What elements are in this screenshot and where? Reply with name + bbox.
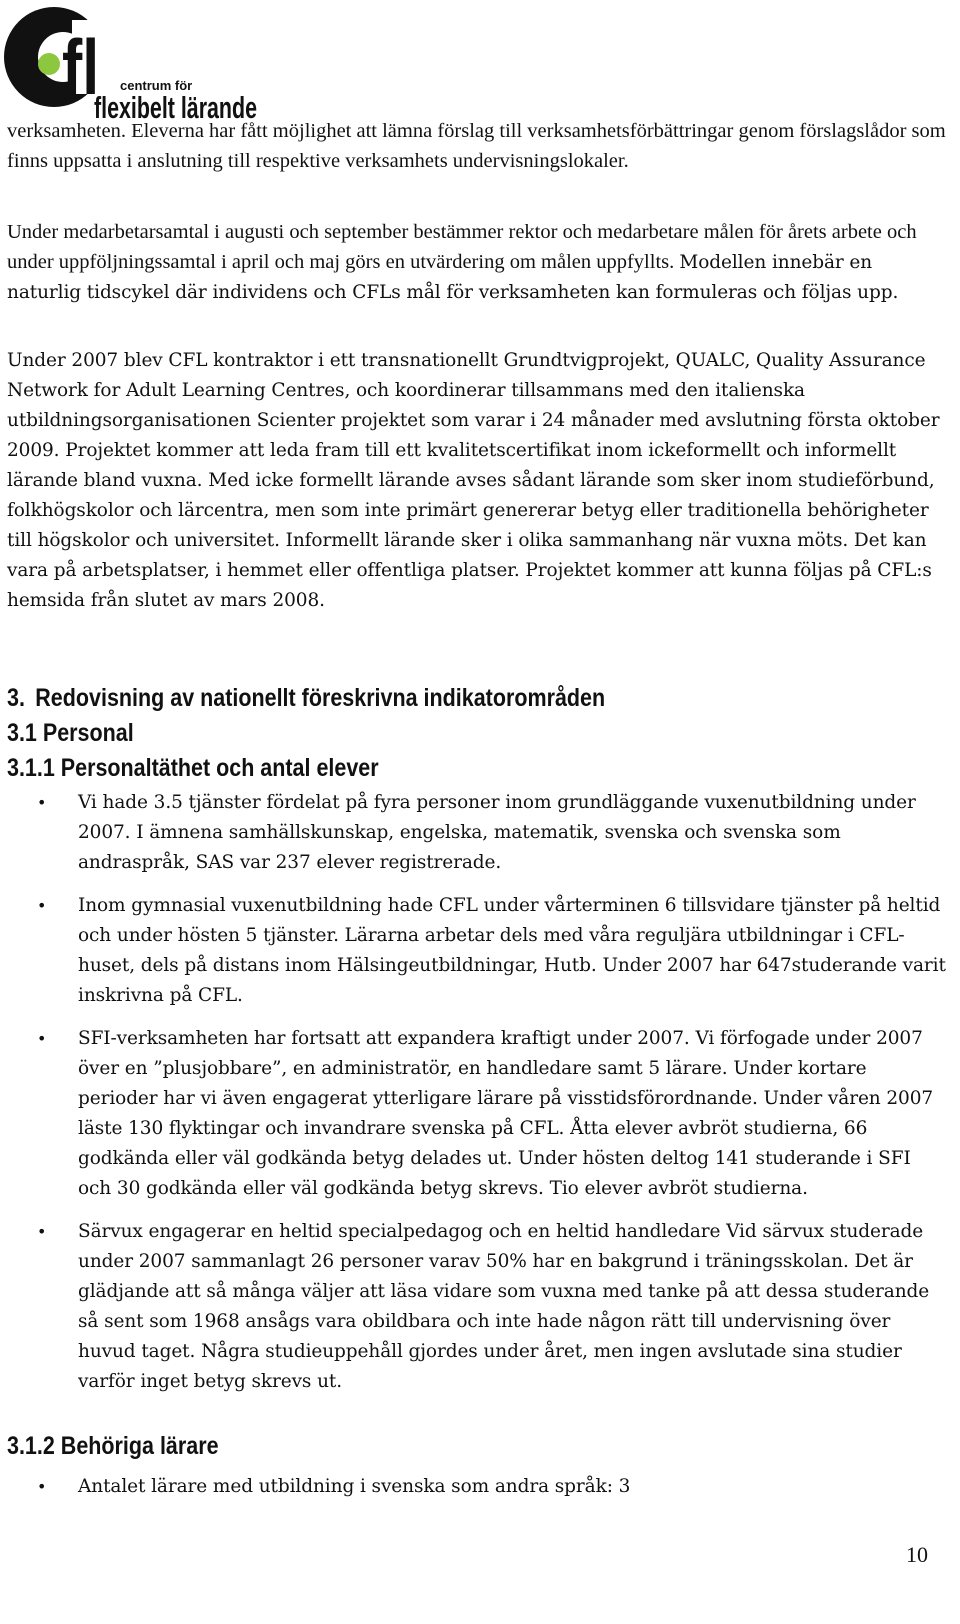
logo-fl-letters: fl	[61, 23, 100, 111]
heading-section-3-number: 3.	[7, 684, 25, 712]
heading-personaltathet: 3.1.1 Personaltäthet och antal elever	[7, 754, 379, 782]
list-item: • Antalet lärare med utbildning i svenska som andra språk: 3	[0, 1472, 946, 1502]
list-item: • Vi hade 3.5 tjänster fördelat på fyra personer inom grundläggande vuxenutbildning under 2007. I ämnena samhällskunskap, engelska, matematik, svenska och svenska som andraspråk, SAS var 237 elever registrerade.	[0, 788, 946, 878]
bullet-list-personaltathet	[0, 788, 946, 1397]
paragraph-medarbetarsamtal-text: Under medarbetarsamtal i augusti och september bestämmer rektor och medarbetare målen för årets arbete och under uppföljningssamtal i april och maj görs en utvärdering om målen uppfyllts.	[7, 221, 917, 273]
logo-tagline-small: centrum för	[120, 78, 193, 93]
paragraph-modellen-text: Modellen innebär en naturlig tidscykel där individens och CFLs mål för verksamheten kan formuleras och följas upp.	[7, 251, 899, 303]
list-item: • SFI-verksamheten har fortsatt att expandera kraftigt under 2007. Vi förfogade under 2007 över en ”plusjobbare”, en administratör, en handledare samt 5 lärare. Under kortare perioder har vi även engagerat ytterligare lärare på visstidsförordnande. Under våren 2007 läste 130 flyktingar och invandrare svenska på CFL. Åtta elever avbröt studierna, 66 godkända eller väl godkända betyg delades ut. Under hösten deltog 141 studerande i SFI och 30 godkända eller väl godkända betyg skrevs. Tio elever avbröt studierna.	[0, 1024, 946, 1204]
paragraph-medarbetarsamtal	[7, 218, 950, 308]
list-item: • Inom gymnasial vuxenutbildning hade CFL under vårterminen 6 tillsvidare tjänster på heltid och under hösten 5 tjänster. Lärarna arbetar dels med våra reguljära utbildningar i CFL-huset, dels på distans inom Hälsingeutbildningar, Hutb. Under 2007 har 647studerande varit inskrivna på CFL.	[0, 891, 946, 1011]
list-item: • Särvux engagerar en heltid specialpedagog och en heltid handledare Vid särvux studerade under 2007 sammanlagt 26 personer varav 50% har en bakgrund i träningsskolan. Det är glädjande att så många väljer att läsa vidare som vuxna med tanke på att dessa studerande så sent som 1968 ansågs vara obildbara och inte hade någon rätt till undervisning över huvud taget. Några studieuppehåll gjordes under året, men ingen avslutade sina studier varför inget betyg skrevs ut.	[0, 1217, 946, 1397]
paragraph-grundtvigprojekt: Under 2007 blev CFL kontraktor i ett transnationellt Grundtvigprojekt, QUALC, Quality Assurance Network for Adult Learning Centres, och koordinerar tillsammans med den italienska utbildningsorganisationen Scienter projektet som varar i 24 månader med avslutning första oktober 2009. Projektet kommer att leda fram till ett kvalitetscertifikat inom ickeformellt och informellt lärande bland vuxna. Med icke formellt lärande avses sådant lärande som sker inom studieförbund, folkhögskolor och lärcentra, men som inte primärt genererar betyg eller traditionella behörigheter till högskolor och universitet. Informellt lärande sker i olika sammanhang när vuxna möts. Det kan vara på arbetsplatser, i hemmet eller offentliga platser. Projektet kommer att kunna följas på CFL:s hemsida från slutet av mars 2008.	[7, 350, 940, 611]
paragraph-verksamheten: verksamheten. Eleverna har fått möjlighet att lämna förslag till verksamhetsförbättringar genom förslagslådor som finns uppsatta i anslutning till respektive verksamhets undervisningslokaler.	[7, 120, 946, 172]
heading-section-3	[7, 684, 605, 713]
bullet-list-behoriga-larare	[0, 1472, 946, 1502]
heading-personal: 3.1 Personal	[7, 719, 134, 747]
heading-behoriga-larare: 3.1.2 Behöriga lärare	[7, 1432, 219, 1460]
cfl-logo	[2, 2, 264, 125]
logo-green-dot	[38, 53, 60, 75]
page-number: 10	[906, 1542, 928, 1567]
heading-section-3-title: Redovisning av nationellt föreskrivna indikatorområden	[35, 684, 606, 712]
logo-tagline-large: flexibelt lärande	[94, 90, 257, 125]
